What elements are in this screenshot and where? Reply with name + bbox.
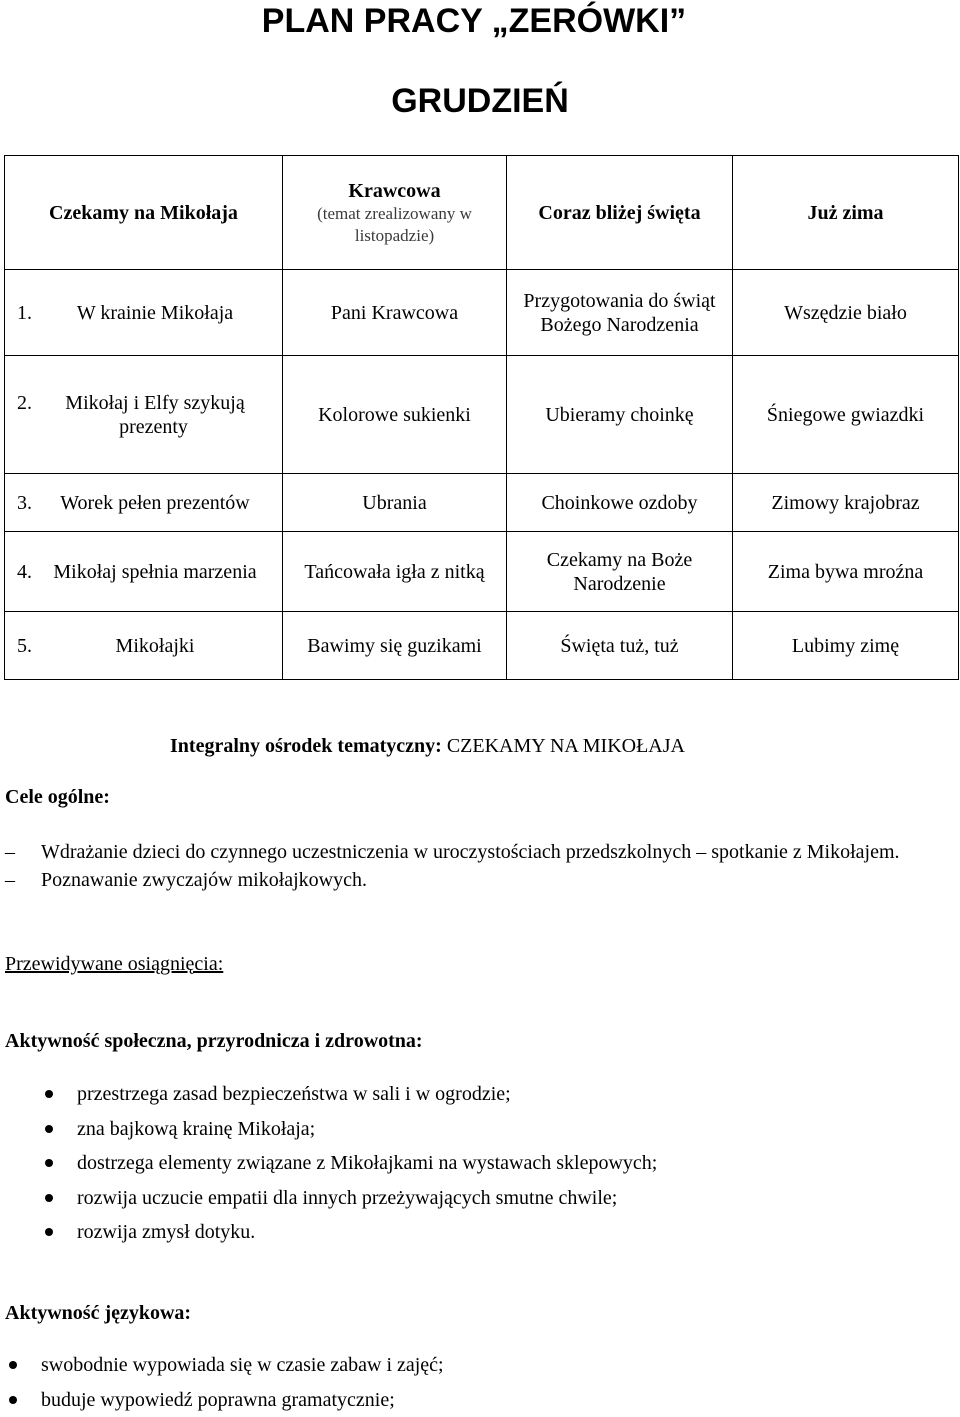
cell-text: Mikołaj spełnia marzenia (9, 560, 278, 584)
table-row (5, 356, 959, 474)
row-number: 2. (9, 391, 32, 415)
list-item (5, 1077, 925, 1112)
language-activity-list (5, 1348, 925, 1417)
table-cell: Zimowy krajobraz (733, 474, 959, 532)
cell-text: Worek pełen prezentów (9, 491, 278, 515)
dash-bullet: – (5, 838, 15, 866)
bullet-dot (9, 1396, 17, 1404)
list-item (5, 1348, 925, 1383)
goal-text: Poznawanie zwyczajów mikołajkowych. (41, 869, 367, 891)
cell-text: Mikołaj i Elfy szykują prezenty (9, 391, 278, 439)
table-cell: Czekamy na Boże Narodzenie (507, 532, 733, 612)
social-activity-heading: Aktywność społeczna, przyrodnicza i zdrowotna: (5, 1030, 423, 1053)
header-week-1: Czekamy na Mikołaja (5, 156, 283, 270)
table-cell (5, 356, 283, 474)
item-text: rozwija uczucie empatii dla innych przeżywających smutne chwile; (77, 1187, 617, 1209)
table-row (5, 612, 959, 680)
row-number: 1. (9, 301, 32, 325)
bullet-dot (45, 1228, 53, 1236)
list-item (5, 866, 925, 894)
table-cell: Ubrania (283, 474, 507, 532)
table-cell (5, 532, 283, 612)
table-cell: Śniegowe gwiazdki (733, 356, 959, 474)
table-cell: Święta tuż, tuż (507, 612, 733, 680)
theme-value: CZEKAMY NA MIKOŁAJA (447, 735, 685, 757)
item-text: rozwija zmysł dotyku. (77, 1221, 255, 1243)
bullet-dot (45, 1159, 53, 1167)
row-number: 4. (9, 560, 32, 584)
table-cell: Tańcowała igła z nitką (283, 532, 507, 612)
table-cell: Lubimy zimę (733, 612, 959, 680)
plan-table (4, 155, 959, 680)
goals-list (5, 838, 925, 894)
dash-bullet: – (5, 866, 15, 894)
list-item (5, 1181, 925, 1216)
language-activity-heading: Aktywność językowa: (5, 1302, 191, 1325)
bullet-dot (45, 1090, 53, 1098)
bullet-dot (9, 1361, 17, 1369)
header-week-2-note: (temat zrealizowany w listopadzie) (287, 203, 502, 247)
table-cell: Choinkowe ozdoby (507, 474, 733, 532)
item-text: buduje wypowiedź poprawna gramatycznie; (41, 1389, 395, 1411)
bullet-dot (45, 1194, 53, 1202)
header-week-4: Już zima (733, 156, 959, 270)
list-item (5, 838, 925, 866)
cell-text: W krainie Mikołaja (9, 301, 278, 325)
theme-label: Integralny ośrodek tematyczny: (170, 735, 442, 757)
item-text: dostrzega elementy związane z Mikołajkami na wystawach sklepowych; (77, 1152, 657, 1174)
table-cell: Wszędzie biało (733, 270, 959, 356)
table-cell: Ubieramy choinkę (507, 356, 733, 474)
list-item (5, 1215, 925, 1250)
table-cell (5, 474, 283, 532)
table-cell: Zima bywa mroźna (733, 532, 959, 612)
document-title: PLAN PRACY „ZERÓWKI” (0, 2, 954, 41)
table-cell: Bawimy się guzikami (283, 612, 507, 680)
item-text: przestrzega zasad bezpieczeństwa w sali i w ogrodzie; (77, 1083, 511, 1105)
table-cell: Przygotowania do świąt Bożego Narodzenia (507, 270, 733, 356)
item-text: swobodnie wypowiada się w czasie zabaw i zajęć; (41, 1354, 444, 1376)
social-activity-list (5, 1077, 925, 1250)
list-item (5, 1146, 925, 1181)
header-week-2 (283, 156, 507, 270)
table-cell (5, 270, 283, 356)
goal-text: Wdrażanie dzieci do czynnego uczestniczenia w uroczystościach przedszkolnych – spotkanie z Mikołajem. (41, 841, 900, 863)
table-header-row (5, 156, 959, 270)
list-item (5, 1112, 925, 1147)
table-row (5, 532, 959, 612)
goals-heading: Cele ogólne: (5, 786, 110, 809)
table-cell (5, 612, 283, 680)
table-row (5, 270, 959, 356)
theme-heading (170, 735, 685, 758)
item-text: zna bajkową krainę Mikołaja; (77, 1118, 315, 1140)
table-row (5, 474, 959, 532)
header-week-3: Coraz bliżej święta (507, 156, 733, 270)
row-number: 5. (9, 634, 32, 658)
bullet-dot (45, 1125, 53, 1133)
list-item (5, 1383, 925, 1417)
table-cell: Kolorowe sukienki (283, 356, 507, 474)
row-number: 3. (9, 491, 32, 515)
table-cell: Pani Krawcowa (283, 270, 507, 356)
month-title: GRUDZIEŃ (0, 82, 960, 121)
outcomes-heading: Przewidywane osiągnięcia: (5, 953, 223, 976)
cell-text: Mikołajki (9, 634, 278, 658)
header-week-2-title: Krawcowa (287, 179, 502, 203)
